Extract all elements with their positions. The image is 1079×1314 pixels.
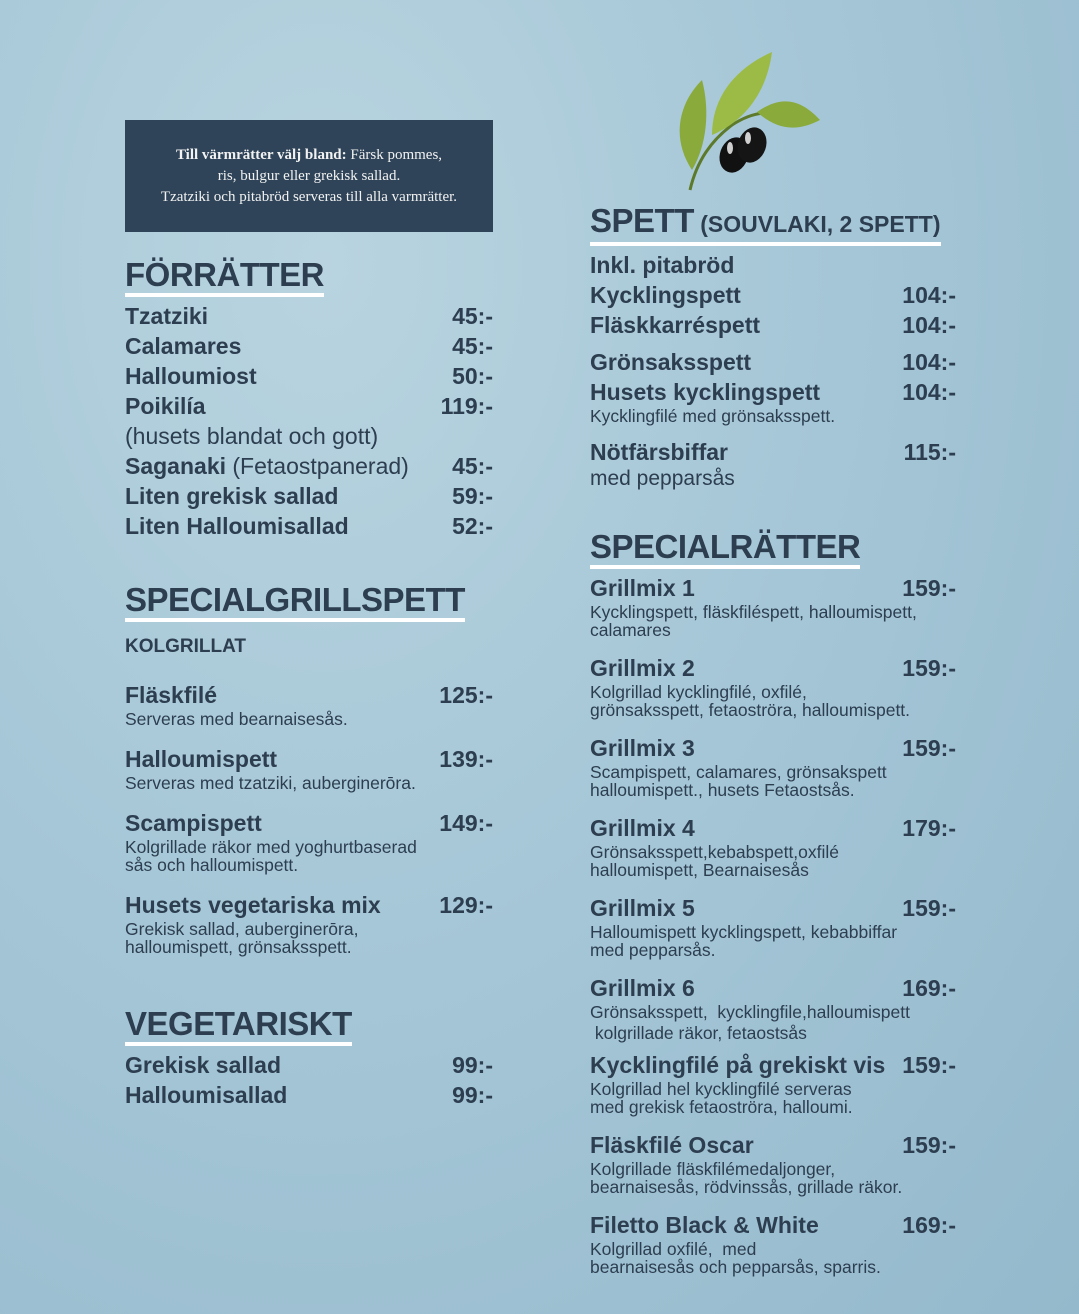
- item-name: Calamares: [125, 333, 242, 359]
- menu-item: [125, 301, 493, 331]
- item-name: Fläskfilé Oscar: [590, 1132, 754, 1158]
- item-price: 169:-: [902, 975, 956, 1001]
- item-name: Fläskfilé: [125, 682, 218, 708]
- item-description: halloumispett, Bearnaisesås: [590, 860, 809, 880]
- right-column: [590, 203, 956, 1276]
- item-name: Husets kycklingspett: [590, 379, 821, 405]
- menu-item: [125, 361, 493, 391]
- item-price: 149:-: [439, 810, 493, 836]
- item-price: 119:-: [440, 393, 493, 419]
- item-price: 159:-: [902, 655, 956, 681]
- menu-item: [590, 310, 956, 340]
- item-name: Grillmix 1: [590, 575, 695, 601]
- left-column: [125, 120, 493, 1110]
- menu-item: [125, 451, 493, 481]
- item-description: halloumispett, grönsaksspett.: [125, 937, 352, 957]
- item-description: Kycklingfilé med grönsaksspett.: [590, 406, 836, 426]
- menu-item: [125, 481, 493, 511]
- item-name: Poikilía: [125, 393, 206, 419]
- spett-intro: Inkl. pitabröd: [590, 252, 735, 278]
- item-description: Halloumispett kycklingspett, kebabbiffar: [590, 922, 898, 942]
- item-name: Liten grekisk sallad: [125, 483, 339, 509]
- item-price: 104:-: [902, 349, 956, 375]
- intro-line1: Färsk pommes,: [346, 147, 443, 163]
- section-title-specialratter: SPECIALRÄTTER: [590, 529, 860, 569]
- menu-item: [590, 1050, 956, 1116]
- item-price: 159:-: [902, 575, 956, 601]
- item-description: Scampispett, calamares, grönsakspett: [590, 762, 887, 782]
- item-description: Grönsaksspett,kebabspett,oxfilé: [590, 842, 840, 862]
- item-price: 159:-: [902, 1052, 956, 1078]
- item-name: Filetto Black & White: [590, 1212, 819, 1238]
- item-price: 104:-: [902, 312, 956, 338]
- item-description: Kolgrillad oxfilé, med: [590, 1239, 757, 1259]
- item-description: kolgrillade räkor, fetaostsås: [590, 1023, 807, 1043]
- item-price: 129:-: [439, 892, 493, 918]
- item-name: Scampispett: [125, 810, 262, 836]
- item-name-bold: Saganaki: [125, 453, 226, 479]
- menu-item: [590, 377, 956, 425]
- item-name: Kycklingspett: [590, 282, 741, 308]
- item-description: bearnaisesås och pepparsås, sparris.: [590, 1257, 881, 1277]
- menu-item: [590, 280, 956, 310]
- section-subtitle: KOLGRILLAT: [125, 636, 247, 657]
- item-name: Husets vegetariska mix: [125, 892, 381, 918]
- item-description: Kycklingspett, fläskfiléspett, halloumispett,: [590, 602, 917, 622]
- menu-item: [125, 1080, 493, 1110]
- item-price: 179:-: [902, 815, 956, 841]
- item-description: Grekisk sallad, auberginerōra,: [125, 919, 359, 939]
- item-name: Kycklingfilé på grekiskt vis: [590, 1052, 886, 1078]
- menu-item: [590, 347, 956, 377]
- intro-line3: Tzatziki och pitabröd serveras till alla varmrätter.: [160, 189, 458, 205]
- specialgrillspett-list: [125, 680, 493, 956]
- item-name: Grillmix 5: [590, 895, 695, 921]
- item-name: Grillmix 4: [590, 815, 695, 841]
- item-name: Fläskkarréspett: [590, 312, 761, 338]
- item-name: Halloumispett: [125, 746, 278, 772]
- item-name: Grönsaksspett: [590, 349, 752, 375]
- menu-item: [125, 744, 493, 792]
- forratter-list: [125, 301, 493, 541]
- item-description: bearnaisesås, rödvinssås, grillade räkor.: [590, 1177, 903, 1197]
- menu-item: [125, 680, 493, 728]
- item-price: 99:-: [452, 1052, 493, 1078]
- item-name: Halloumisallad: [125, 1082, 288, 1108]
- item-description: sås och halloumispett.: [125, 855, 299, 875]
- section-title-spett: [590, 203, 941, 246]
- item-name: [125, 451, 409, 481]
- item-price: 115:-: [903, 439, 956, 465]
- item-description: med grekisk fetaoströra, halloumi.: [590, 1097, 853, 1117]
- item-price: 104:-: [902, 379, 956, 405]
- item-price: 45:-: [452, 333, 493, 359]
- item-note: (husets blandat och gott): [125, 423, 379, 449]
- item-description: Kolgrillade fläskfilémedaljonger,: [590, 1159, 836, 1179]
- item-price: 169:-: [902, 1212, 956, 1238]
- intro-bold: Till värmrätter välj bland:: [175, 147, 347, 163]
- menu-item: [590, 973, 956, 1042]
- item-description: Serveras med bearnaisesås.: [125, 709, 348, 729]
- item-name: Tzatziki: [125, 303, 209, 329]
- item-price: 159:-: [902, 895, 956, 921]
- menu-item: [125, 511, 493, 541]
- item-price: 50:-: [452, 363, 493, 389]
- menu-item: [590, 893, 956, 959]
- item-name: Nötfärsbiffar: [590, 439, 729, 465]
- menu-item: [590, 437, 956, 491]
- menu-item: [590, 813, 956, 879]
- section-title-text: SPETT: [590, 202, 694, 239]
- menu-item: [125, 890, 493, 956]
- menu-item: [125, 391, 493, 421]
- item-note: med pepparsås: [590, 467, 735, 490]
- section-title-sub: (SOUVLAKI, 2 SPETT): [693, 211, 941, 237]
- item-description: Serveras med tzatziki, auberginerōra.: [125, 773, 416, 793]
- item-price: 52:-: [452, 513, 493, 539]
- item-description: grönsaksspett, fetaoströra, halloumispett.: [590, 700, 911, 720]
- item-price: 59:-: [452, 483, 493, 509]
- item-name: Grillmix 3: [590, 735, 695, 761]
- item-name-extra: (Fetaostpanerad): [226, 453, 409, 479]
- item-name: Grekisk sallad: [125, 1052, 281, 1078]
- item-price: 45:-: [452, 453, 493, 479]
- menu-item: [125, 331, 493, 361]
- item-description: Kolgrillad kycklingfilé, oxfilé,: [590, 682, 807, 702]
- menu-item: [590, 1210, 956, 1276]
- item-price: 125:-: [439, 682, 493, 708]
- menu-item: [125, 1050, 493, 1080]
- item-price: 99:-: [452, 1082, 493, 1108]
- item-description: Kolgrillad hel kycklingfilé serveras: [590, 1079, 852, 1099]
- menu-item: [590, 1130, 956, 1196]
- item-description: med pepparsås.: [590, 940, 716, 960]
- item-price: 159:-: [902, 735, 956, 761]
- item-description: Kolgrillade räkor med yoghurtbaserad: [125, 837, 417, 857]
- section-title-specialgrillspett: SPECIALGRILLSPETT: [125, 582, 465, 622]
- item-price: 104:-: [902, 282, 956, 308]
- item-description: calamares: [590, 620, 671, 640]
- spett-list: [590, 280, 956, 491]
- item-description: halloumispett., husets Fetaostsås.: [590, 780, 855, 800]
- menu-item: [125, 808, 493, 874]
- intro-line2: ris, bulgur eller grekisk sallad.: [217, 168, 401, 184]
- menu-item: [590, 653, 956, 719]
- item-name: Halloumiost: [125, 363, 257, 389]
- intro-box: [125, 120, 493, 232]
- section-title-vegetariskt: VEGETARISKT: [125, 1006, 352, 1046]
- specialratter-list: [590, 573, 956, 1276]
- item-price: 45:-: [452, 303, 493, 329]
- vegetariskt-list: [125, 1050, 493, 1110]
- item-price: 139:-: [439, 746, 493, 772]
- item-price: 159:-: [902, 1132, 956, 1158]
- item-name: Liten Halloumisallad: [125, 513, 349, 539]
- item-name: Grillmix 2: [590, 655, 695, 681]
- item-name: Grillmix 6: [590, 975, 695, 1001]
- menu-item: [590, 573, 956, 639]
- section-title-forratter: FÖRRÄTTER: [125, 257, 324, 297]
- item-description: Grönsaksspett, kycklingfile,halloumispett: [590, 1002, 910, 1022]
- olive-branch-icon: [672, 50, 822, 200]
- menu-item: [590, 733, 956, 799]
